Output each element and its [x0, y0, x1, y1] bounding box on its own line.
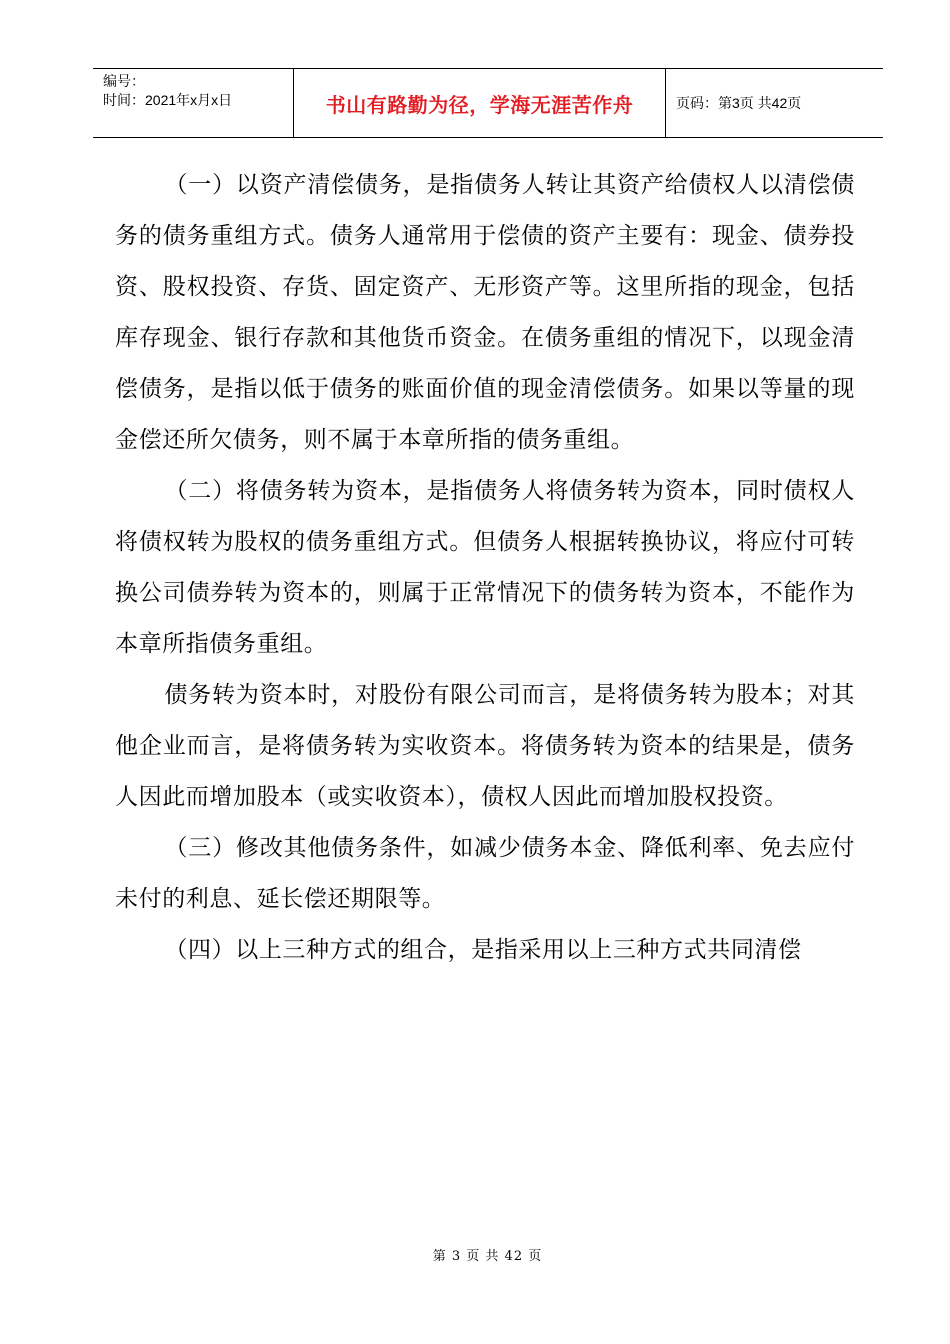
- paragraph-5: （四）以上三种方式的组合，是指采用以上三种方式共同清偿: [164, 937, 802, 963]
- header-motto: 书山有路勤为径，学海无涯苦作舟: [294, 69, 666, 137]
- page-footer: 第 3 页 共 42 页: [432, 1249, 543, 1264]
- header-page-info: 页码：第3页 共42页: [676, 95, 802, 111]
- document-number-label: 编号：: [103, 73, 145, 89]
- document-time-label: 时间：2021年x月x日: [103, 92, 233, 108]
- header-meta: [93, 69, 294, 137]
- paragraph-4: （三）修改其他债务条件，如减少债务本金、降低利率、免去应付未付的利息、延长偿还期限等。: [115, 835, 855, 912]
- paragraph-2: （二）将债务转为资本，是指债务人将债务转为资本，同时债权人将债权转为股权的债务重组方式。但债务人根据转换协议，将应付可转换公司债券转为资本的，则属于正常情况下的债务转为资本，不能作为本章所指债务重组。: [115, 478, 855, 657]
- paragraph-1: （一）以资产清偿债务，是指债务人转让其资产给债权人以清偿债务的债务重组方式。债务人通常用于偿债的资产主要有：现金、债券投资、股权投资、存货、固定资产、无形资产等。这里所指的现金，包括库存现金、银行存款和其他货币资金。在债务重组的情况下，以现金清偿债务，是指以低于债务的账面价值的现金清偿债务。如果以等量的现金偿还所欠债务，则不属于本章所指的债务重组。: [115, 172, 855, 453]
- document-body: [115, 160, 855, 976]
- paragraph-3: 债务转为资本时，对股份有限公司而言，是将债务转为股本；对其他企业而言，是将债务转为实收资本。将债务转为资本的结果是，债务人因此而增加股本（或实收资本），债权人因此而增加股权投资。: [115, 682, 855, 810]
- page-header: [93, 68, 883, 138]
